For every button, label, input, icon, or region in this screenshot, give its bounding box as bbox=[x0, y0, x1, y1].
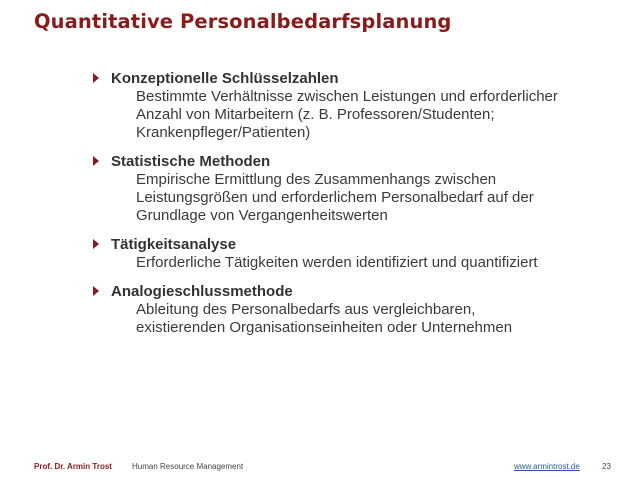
slide-title: Quantitative Personalbedarfsplanung bbox=[34, 10, 452, 33]
list-item bbox=[92, 281, 622, 337]
list-item-title: Analogieschlussmethode bbox=[111, 282, 293, 300]
list-item-description: Bestimmte Verhältnisse zwischen Leistungen und erforderlicher Anzahl von Mitarbeitern (z. B. Professoren/Studenten; Krankenpfleger/Patienten) bbox=[136, 88, 558, 141]
footer-website-link[interactable]: www.armintrost.de bbox=[514, 462, 580, 471]
list-item-header bbox=[92, 151, 622, 171]
page-number: 23 bbox=[602, 462, 611, 471]
triangle-bullet-icon bbox=[93, 73, 99, 83]
slide-footer bbox=[0, 462, 638, 476]
triangle-bullet-icon bbox=[93, 156, 99, 166]
list-item-title: Statistische Methoden bbox=[111, 152, 271, 170]
list-item bbox=[92, 68, 622, 142]
list-item-description: Erforderliche Tätigkeiten werden identifiziert und quantifiziert bbox=[136, 254, 538, 271]
list-item-title: Konzeptionelle Schlüsselzahlen bbox=[111, 69, 339, 87]
triangle-bullet-icon bbox=[93, 286, 99, 296]
list-item-description: Ableitung des Personalbedarfs aus vergleichbaren, existierenden Organisationseinheiten oder Unternehmen bbox=[136, 301, 513, 336]
footer-author: Prof. Dr. Armin Trost bbox=[34, 462, 112, 471]
bullet-list bbox=[92, 68, 622, 346]
list-item-description: Empirische Ermittlung des Zusammenhangs zwischen Leistungsgrößen und erforderlichem Personalbedarf auf der Grundlage von Vergangenheitswerten bbox=[136, 171, 534, 224]
list-item-header bbox=[92, 281, 622, 301]
triangle-bullet-icon bbox=[93, 239, 99, 249]
list-item bbox=[92, 151, 622, 225]
list-item-title: Tätigkeitsanalyse bbox=[111, 235, 237, 253]
list-item-header bbox=[92, 234, 622, 254]
footer-course: Human Resource Management bbox=[132, 462, 244, 471]
list-item bbox=[92, 234, 622, 272]
list-item-header bbox=[92, 68, 622, 88]
